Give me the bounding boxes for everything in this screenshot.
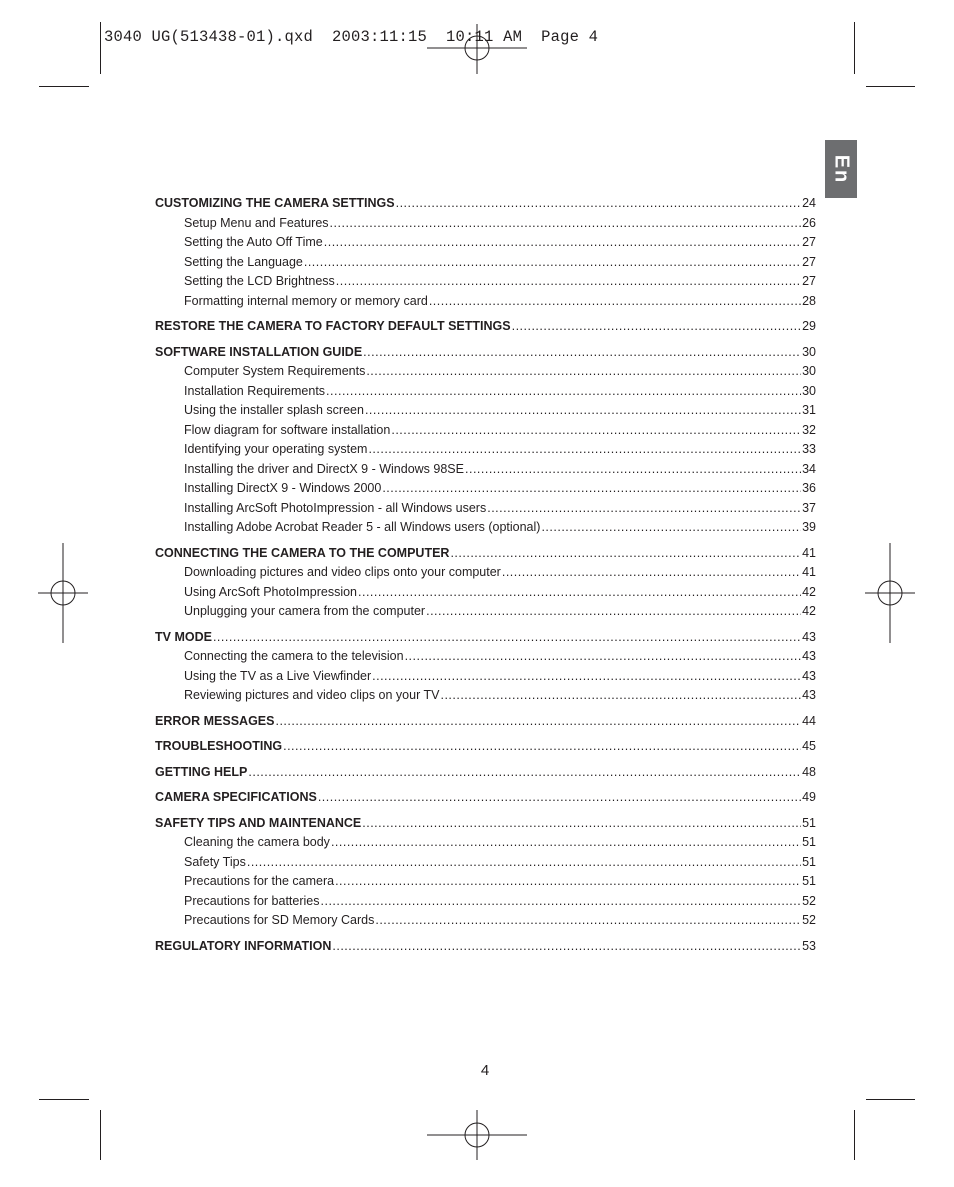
toc-leader-dots	[332, 937, 801, 957]
toc-leader-dots	[248, 763, 801, 783]
page-number: 4	[480, 1062, 490, 1079]
toc-entry-label: Setup Menu and Features	[184, 215, 329, 230]
toc-entry-label: Cleaning the camera body	[184, 835, 330, 849]
toc-leader-dots	[391, 421, 801, 441]
toc-entry-label: Installing Adobe Acrobat Reader 5 - all Windows users (optional)	[184, 520, 541, 534]
toc-entry-page: 51	[802, 815, 816, 830]
language-tab-label: En	[830, 154, 853, 184]
toc-entry-page: 43	[802, 688, 816, 702]
toc-subsection-entry	[155, 853, 816, 873]
crop-mark-bottom-left-horizontal	[39, 1099, 89, 1100]
toc-leader-dots	[283, 737, 801, 757]
toc-leader-dots	[321, 892, 802, 912]
toc-section-entry	[155, 544, 816, 564]
toc-entry-page: 29	[802, 319, 816, 333]
toc-leader-dots	[365, 401, 801, 421]
crop-mark-bottom-left-vertical	[100, 1110, 101, 1160]
crop-mark-top-left-horizontal	[39, 86, 89, 87]
toc-subsection-entry	[155, 833, 816, 853]
crop-mark-top-right-vertical	[854, 22, 855, 74]
toc-leader-dots	[324, 233, 801, 253]
toc-subsection-entry	[155, 499, 816, 519]
toc-entry-page: 34	[802, 461, 816, 476]
registration-mark-left-icon	[38, 543, 88, 643]
toc-leader-dots	[426, 602, 801, 622]
toc-leader-dots	[336, 272, 801, 292]
toc-subsection-entry	[155, 872, 816, 892]
toc-entry-page: 30	[802, 344, 816, 359]
toc-leader-dots	[366, 362, 801, 382]
toc-entry-label: TROUBLESHOOTING	[155, 739, 283, 753]
language-tab	[825, 140, 857, 198]
toc-entry-page: 33	[802, 442, 816, 456]
toc-entry-label: Formatting internal memory or memory card	[184, 293, 428, 308]
toc-subsection-entry	[155, 214, 816, 234]
table-of-contents	[155, 190, 816, 956]
toc-entry-label: GETTING HELP	[155, 764, 248, 779]
toc-section-entry	[155, 712, 816, 732]
crop-mark-bottom-right-horizontal	[866, 1099, 915, 1100]
toc-entry-label: RESTORE THE CAMERA TO FACTORY DEFAULT SETTINGS	[155, 319, 511, 333]
toc-entry-page: 53	[802, 938, 816, 953]
toc-subsection-entry	[155, 460, 816, 480]
toc-entry-page: 32	[802, 422, 816, 437]
toc-entry-page: 45	[802, 739, 816, 753]
toc-entry-page: 28	[802, 293, 816, 308]
toc-entry-label: Using the installer splash screen	[184, 403, 364, 417]
toc-entry-label: Precautions for batteries	[184, 893, 320, 908]
toc-entry-page: 43	[802, 668, 816, 683]
toc-entry-label: Precautions for the camera	[184, 874, 335, 888]
toc-subsection-entry	[155, 401, 816, 421]
toc-subsection-entry	[155, 583, 816, 603]
toc-entry-label: Precautions for SD Memory Cards	[184, 913, 375, 927]
toc-leader-dots	[429, 292, 801, 312]
toc-subsection-entry	[155, 382, 816, 402]
toc-leader-dots	[396, 194, 802, 214]
registration-mark-top-icon	[427, 24, 527, 74]
toc-entry-label: Setting the LCD Brightness	[184, 274, 335, 288]
toc-leader-dots	[405, 647, 802, 667]
toc-entry-page: 42	[802, 584, 816, 599]
toc-subsection-entry	[155, 421, 816, 441]
toc-entry-page: 39	[802, 520, 816, 534]
toc-leader-dots	[326, 382, 801, 402]
toc-leader-dots	[465, 460, 801, 480]
toc-leader-dots	[450, 544, 801, 564]
toc-leader-dots	[512, 317, 802, 337]
toc-entry-page: 26	[802, 215, 816, 230]
toc-section-entry	[155, 737, 816, 757]
toc-section-entry	[155, 343, 816, 363]
toc-entry-page: 52	[802, 893, 816, 908]
toc-entry-label: Identifying your operating system	[184, 442, 368, 456]
toc-leader-dots	[368, 440, 801, 460]
toc-leader-dots	[331, 833, 801, 853]
toc-leader-dots	[304, 253, 801, 273]
toc-entry-page: 27	[802, 274, 816, 288]
toc-entry-label: CUSTOMIZING THE CAMERA SETTINGS	[155, 196, 395, 210]
toc-entry-label: ERROR MESSAGES	[155, 713, 275, 728]
toc-leader-dots	[502, 563, 801, 583]
toc-leader-dots	[372, 667, 801, 687]
toc-subsection-entry	[155, 292, 816, 312]
toc-leader-dots	[318, 788, 801, 808]
toc-entry-page: 43	[802, 629, 816, 644]
toc-section-entry	[155, 937, 816, 957]
toc-entry-label: Computer System Requirements	[184, 364, 366, 378]
print-slug: 3040 UG(513438-01).qxd 2003:11:15 10:11 AM Page 4	[104, 28, 599, 46]
toc-subsection-entry	[155, 253, 816, 273]
toc-entry-label: Installation Requirements	[184, 383, 326, 398]
toc-section-entry	[155, 763, 816, 783]
toc-subsection-entry	[155, 479, 816, 499]
toc-entry-label: Installing ArcSoft PhotoImpression - all Windows users	[184, 500, 487, 515]
toc-entry-label: TV MODE	[155, 629, 212, 644]
toc-entry-page: 51	[802, 835, 816, 849]
toc-entry-label: Using the TV as a Live Viewfinder	[184, 668, 372, 683]
toc-entry-page: 42	[802, 604, 816, 618]
toc-leader-dots	[358, 583, 801, 603]
toc-entry-page: 36	[802, 481, 816, 495]
toc-entry-label: Downloading pictures and video clips onto your computer	[184, 565, 501, 579]
toc-leader-dots	[382, 479, 801, 499]
toc-entry-page: 41	[802, 565, 816, 579]
toc-entry-page: 41	[802, 545, 816, 560]
toc-entry-page: 51	[802, 874, 816, 888]
toc-leader-dots	[247, 853, 801, 873]
toc-subsection-entry	[155, 518, 816, 538]
toc-entry-page: 51	[802, 854, 816, 869]
toc-subsection-entry	[155, 647, 816, 667]
toc-subsection-entry	[155, 440, 816, 460]
toc-leader-dots	[213, 628, 801, 648]
crop-mark-top-left-vertical	[100, 22, 101, 74]
toc-entry-label: SOFTWARE INSTALLATION GUIDE	[155, 344, 363, 359]
registration-mark-right-icon	[865, 543, 915, 643]
toc-subsection-entry	[155, 602, 816, 622]
toc-section-entry	[155, 628, 816, 648]
crop-mark-top-right-horizontal	[866, 86, 915, 87]
toc-entry-label: Installing DirectX 9 - Windows 2000	[184, 481, 382, 495]
toc-entry-label: Using ArcSoft PhotoImpression	[184, 584, 357, 599]
toc-subsection-entry	[155, 911, 816, 931]
toc-entry-label: Connecting the camera to the television	[184, 649, 404, 663]
toc-subsection-entry	[155, 686, 816, 706]
toc-entry-label: Setting the Language	[184, 254, 303, 269]
toc-leader-dots	[330, 214, 802, 234]
toc-leader-dots	[375, 911, 801, 931]
toc-subsection-entry	[155, 892, 816, 912]
toc-entry-page: 27	[802, 254, 816, 269]
toc-entry-page: 44	[802, 713, 816, 728]
toc-entry-label: Flow diagram for software installation	[184, 422, 391, 437]
toc-leader-dots	[335, 872, 801, 892]
toc-subsection-entry	[155, 272, 816, 292]
toc-entry-label: CONNECTING THE CAMERA TO THE COMPUTER	[155, 545, 450, 560]
toc-entry-label: REGULATORY INFORMATION	[155, 938, 332, 953]
toc-entry-page: 24	[802, 196, 816, 210]
toc-section-entry	[155, 814, 816, 834]
toc-entry-label: Unplugging your camera from the computer	[184, 604, 426, 618]
toc-entry-label: Safety Tips	[184, 854, 246, 869]
toc-subsection-entry	[155, 362, 816, 382]
toc-section-entry	[155, 194, 816, 214]
toc-leader-dots	[362, 814, 801, 834]
toc-subsection-entry	[155, 563, 816, 583]
toc-entry-page: 43	[802, 649, 816, 663]
toc-entry-page: 49	[802, 790, 816, 804]
toc-leader-dots	[275, 712, 801, 732]
toc-subsection-entry	[155, 233, 816, 253]
toc-entry-label: Reviewing pictures and video clips on your TV	[184, 688, 440, 702]
registration-mark-bottom-icon	[427, 1110, 527, 1160]
crop-mark-bottom-right-vertical	[854, 1110, 855, 1160]
toc-leader-dots	[487, 499, 801, 519]
toc-entry-page: 27	[802, 235, 816, 249]
toc-entry-label: Setting the Auto Off Time	[184, 235, 323, 249]
toc-entry-page: 52	[802, 913, 816, 927]
toc-entry-label: SAFETY TIPS AND MAINTENANCE	[155, 815, 362, 830]
toc-entry-page: 30	[802, 364, 816, 378]
toc-entry-page: 48	[802, 764, 816, 779]
toc-subsection-entry	[155, 667, 816, 687]
toc-entry-page: 31	[802, 403, 816, 417]
toc-entry-label: Installing the driver and DirectX 9 - Windows 98SE	[184, 461, 464, 476]
toc-leader-dots	[440, 686, 801, 706]
toc-leader-dots	[363, 343, 801, 363]
toc-leader-dots	[541, 518, 801, 538]
toc-entry-label: CAMERA SPECIFICATIONS	[155, 790, 317, 804]
toc-entry-page: 30	[802, 383, 816, 398]
toc-entry-page: 37	[802, 500, 816, 515]
toc-section-entry	[155, 788, 816, 808]
toc-section-entry	[155, 317, 816, 337]
